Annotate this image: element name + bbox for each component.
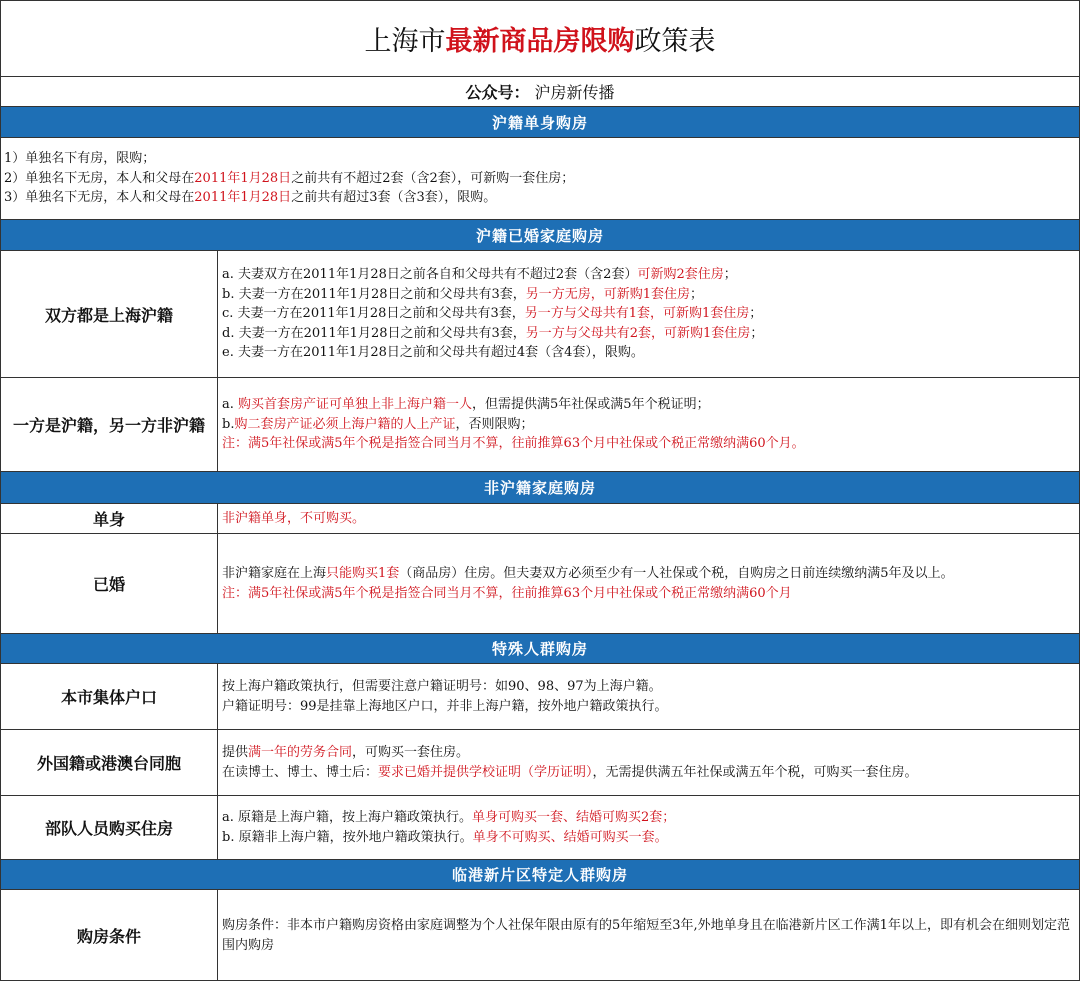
row-content — [218, 730, 1079, 795]
list-item: 1）单独名下有房，限购； — [4, 151, 156, 166]
list-item: e. 夫妻一方在2011年1月28日之前和父母共有超过4套（含4套），限购。 — [222, 345, 644, 361]
title-prefix: 上海市 — [364, 26, 446, 57]
page-title — [1, 1, 1079, 77]
row-content — [218, 664, 1079, 729]
subtitle — [1, 77, 1079, 107]
list-item: 非沪籍单身，不可购买。 — [222, 510, 366, 526]
section-header-local-single: 沪籍单身购房 — [1, 107, 1079, 138]
row-label: 已婚 — [1, 534, 218, 633]
list-item: 非沪籍家庭在上海只能购买1套（商品房）住房。但夫妻双方必须至少有一人社保或个税，自购房之日前连续缴纳满5年及以上。 — [222, 566, 954, 581]
married-both-local-row — [1, 251, 1079, 378]
list-item: 3）单独名下无房，本人和父母在2011年1月28日之前共有超过3套（含3套），限购。 — [4, 190, 497, 205]
row-content — [218, 890, 1079, 980]
note: 注：满5年社保或满5年个税是指签合同当月不算，往前推算63个月中社保或个税正常缴纳满60个月 — [222, 585, 792, 601]
subtitle-value: 沪房新传播 — [534, 83, 615, 102]
section-header-nonlocal: 非沪籍家庭购房 — [1, 472, 1079, 504]
row-content — [218, 378, 1079, 471]
nonlocal-married-row — [1, 534, 1079, 634]
row-label: 外国籍或港澳台同胞 — [1, 730, 218, 795]
row-label: 购房条件 — [1, 890, 218, 980]
list-item: b.购二套房产证必须上海户籍的人上产证，否则限购； — [222, 416, 534, 432]
list-item: a. 夫妻双方在2011年1月28日之前各自和父母共有不超过2套（含2套）可新购2套住房； — [222, 267, 737, 283]
foreign-hkmt-row — [1, 730, 1079, 796]
list-item: a. 原籍是上海户籍，按上海户籍政策执行。单身可购买一套、结婚可购买2套； — [222, 810, 676, 825]
title-suffix: 政策表 — [634, 26, 716, 57]
list-item: 2）单独名下无房，本人和父母在2011年1月28日之前共有不超过2套（含2套），可新购一套住房； — [4, 170, 575, 186]
list-item: b. 夫妻一方在2011年1月28日之前和父母共有3套，另一方无房，可新购1套住房； — [222, 286, 704, 302]
lingang-row — [1, 890, 1079, 980]
row-content — [218, 534, 1079, 633]
section-header-special: 特殊人群购房 — [1, 634, 1079, 664]
list-item: 提供满一年的劳务合同，可购买一套住房。 — [222, 745, 470, 760]
military-row — [1, 796, 1079, 860]
section-header-local-married: 沪籍已婚家庭购房 — [1, 220, 1079, 251]
list-item: d. 夫妻一方在2011年1月28日之前和父母共有3套，另一方与父母共有2套，可新购1套住房； — [222, 325, 764, 341]
list-item: 户籍证明号：99是挂靠上海地区户口，并非上海户籍，按外地户籍政策执行。 — [222, 698, 668, 714]
married-mixed-row — [1, 378, 1079, 472]
list-item: b. 原籍非上海户籍，按外地户籍政策执行。单身不可购买、结婚可购买一套。 — [222, 829, 668, 845]
row-content — [218, 796, 1079, 859]
row-label: 双方都是上海沪籍 — [1, 251, 218, 377]
list-item: 购房条件：非本市户籍购房资格由家庭调整为个人社保年限由原有的5年缩短至3年,外地单身且在临港新片区工作满1年以上，即有机会在细则划定范围内购房 — [222, 918, 1070, 953]
row-label: 部队人员购买住房 — [1, 796, 218, 859]
list-item: c. 夫妻一方在2011年1月28日之前和父母共有3套，另一方与父母共有1套，可新购1套住房； — [222, 306, 763, 322]
note: 注：满5年社保或满5年个税是指签合同当月不算，往前推算63个月中社保或个税正常缴纳满60个月。 — [222, 436, 805, 452]
collective-hukou-row — [1, 664, 1079, 730]
list-item: 在读博士、博士、博士后：要求已婚并提供学校证明（学历证明），无需提供满五年社保或满五年个税，可购买一套住房。 — [222, 764, 918, 780]
section-header-lingang: 临港新片区特定人群购房 — [1, 860, 1079, 890]
row-label: 本市集体户口 — [1, 664, 218, 729]
row-content — [218, 504, 1079, 533]
list-item: a. 购买首套房产证可单独上非上海户籍一人，但需提供满5年社保或满5年个税证明； — [222, 397, 710, 413]
row-content — [218, 251, 1079, 377]
local-single-rules — [1, 138, 1079, 220]
row-label: 单身 — [1, 504, 218, 533]
nonlocal-single-row — [1, 504, 1079, 534]
row-label: 一方是沪籍，另一方非沪籍 — [1, 378, 218, 471]
title-highlight: 最新商品房限购 — [445, 26, 635, 57]
subtitle-label: 公众号： — [465, 83, 530, 102]
list-item: 按上海户籍政策执行，但需要注意户籍证明号：如90、98、97为上海户籍。 — [222, 679, 662, 694]
